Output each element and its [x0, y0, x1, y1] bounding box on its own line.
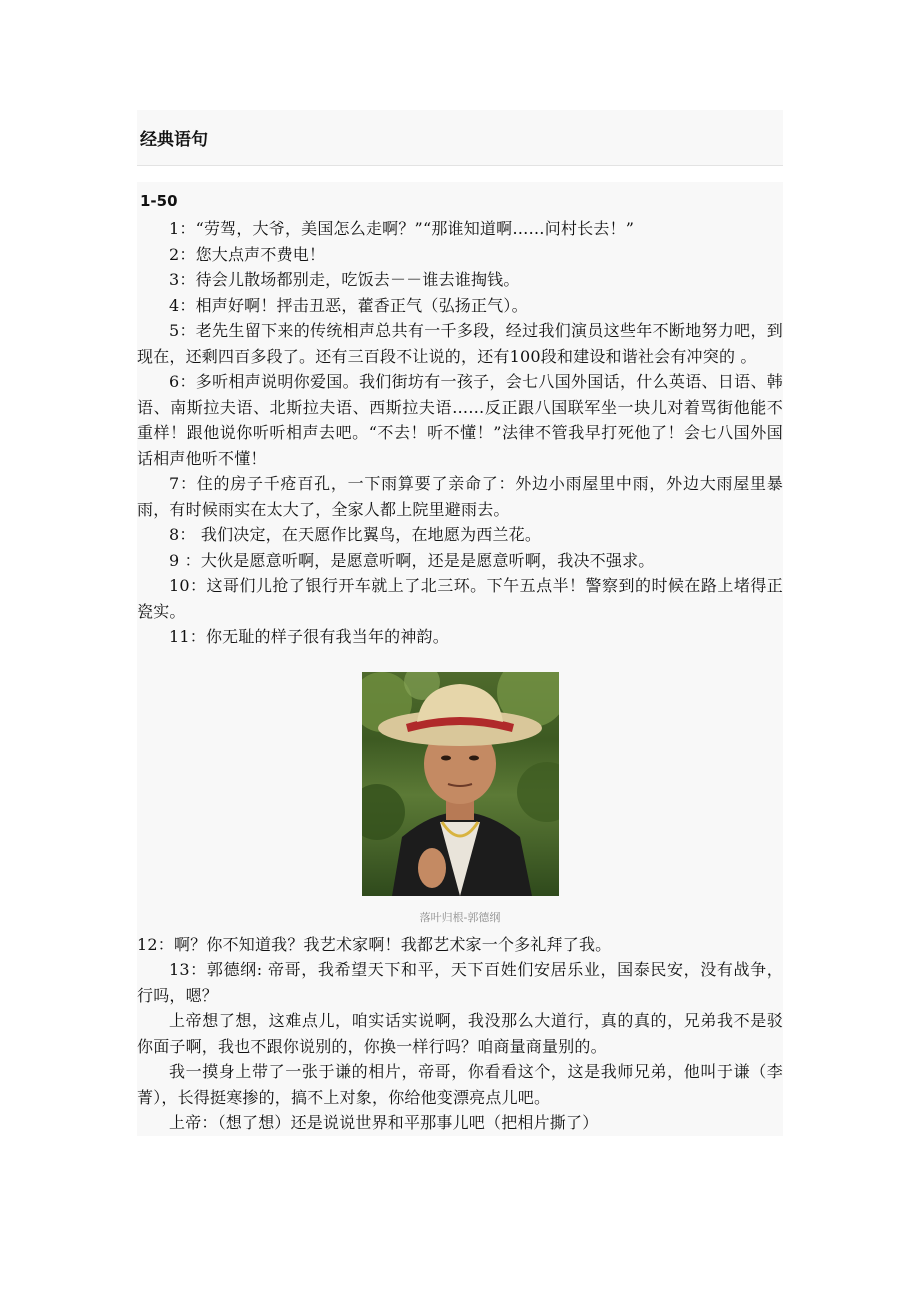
heading-box	[137, 110, 783, 166]
quote-line: 2：您大点声不费电！	[169, 244, 326, 264]
quote-line: 12：啊？你不知道我？我艺术家啊！我都艺术家一个多礼拜了我。	[137, 934, 612, 954]
quote-line: 我一摸身上带了一张于谦的相片，帝哥，你看看这个，这是我师兄弟，他叫于谦（李菁），长得挺寒掺的，搞不上对象，你给他变漂亮点儿吧。	[137, 1062, 783, 1107]
quote-line: 11：你无耻的样子很有我当年的神韵。	[169, 627, 449, 646]
quote-line: 10：这哥们儿抢了银行开车就上了北三环。下午五点半！警察到的时候在路上堵得正瓷实。	[137, 576, 783, 621]
quote-line: 9 ：大伙是愿意听啊，是愿意听啊，还是是愿意听啊，我决不强求。	[169, 550, 655, 570]
quotes-section	[137, 182, 783, 662]
quote-line: 4：相声好啊！抨击丑恶，藿香正气（弘扬正气）。	[169, 295, 528, 315]
quote-line: 上帝想了想，这难点儿，咱实话实说啊，我没那么大道行，真的真的，兄弟我不是驳你面子啊，我也不跟你说别的，你换一样行吗？咱商量商量别的。	[137, 1011, 783, 1056]
quote-line: 5：老先生留下来的传统相声总共有一千多段，经过我们演员这些年不断地努力吧，到现在，还剩四百多段了。还有三百段不让说的，还有100段和建设和谐社会有冲突的 。	[137, 321, 783, 366]
quote-line: 3：待会儿散场都别走，吃饭去－－谁去谁掏钱。	[169, 270, 520, 289]
section-subheading: 1-50	[140, 192, 178, 210]
photo-figure	[137, 662, 783, 932]
photo-caption: 落叶归根-郭德纲	[419, 910, 501, 924]
quotes-section-continued	[137, 932, 783, 1136]
quote-line: 7：住的房子千疮百孔，一下雨算要了亲命了：外边小雨屋里中雨，外边大雨屋里暴雨，有时候雨实在太大了，全家人都上院里避雨去。	[137, 474, 783, 519]
quote-line: 8： 我们决定，在天愿作比翼鸟，在地愿为西兰花。	[169, 525, 542, 544]
document-page	[137, 110, 783, 1136]
quote-line: 1：“劳驾，大爷，美国怎么走啊？”“那谁知道啊……问村长去！”	[169, 219, 635, 238]
quote-line: 上帝：（想了想）还是说说世界和平那事儿吧（把相片撕了）	[169, 1113, 599, 1132]
page-title: 经典语句	[140, 130, 208, 150]
portrait-photo	[362, 672, 559, 896]
quote-line: 13：郭德纲: 帝哥，我希望天下和平，天下百姓们安居乐业，国泰民安，没有战争，行吗，嗯？	[137, 960, 783, 1005]
quote-line: 6：多听相声说明你爱国。我们街坊有一孩子，会七八国外国话，什么英语、日语、韩语、南斯拉夫语、北斯拉夫语、西斯拉夫语……反正跟八国联军坐一块儿对着骂街他能不重样！跟他说你听听相声去吧。“不去！听不懂！”法律不管我早打死他了！会七八国外国话相声他听不懂！	[137, 372, 783, 468]
portrait-illustration	[362, 672, 559, 896]
